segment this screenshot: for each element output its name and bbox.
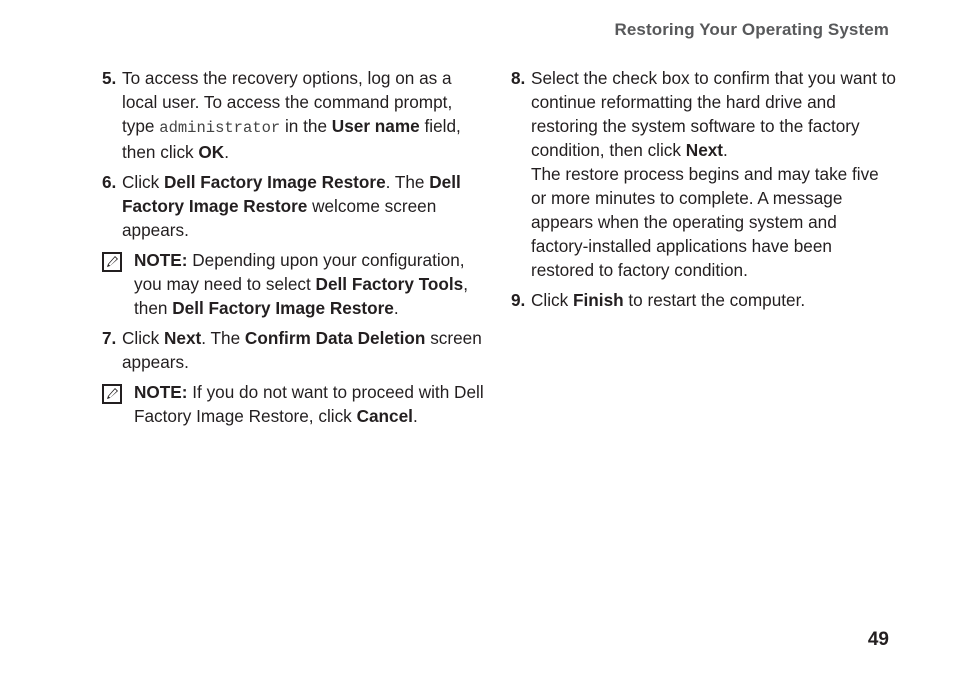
text-run: . — [224, 142, 229, 162]
note-pencil-icon — [102, 252, 122, 272]
step-text — [531, 66, 896, 162]
text-run: , then — [134, 274, 469, 318]
bold-term: Confirm Data Deletion — [244, 328, 426, 348]
step-number: 5. — [102, 68, 117, 88]
text-run: field, then click — [122, 116, 461, 162]
right-column — [511, 66, 896, 318]
text-run: . The — [385, 172, 430, 192]
bold-term: Finish — [573, 290, 624, 310]
text-run: . — [723, 140, 728, 160]
step-8 — [511, 66, 896, 282]
left-column — [102, 66, 487, 434]
bold-term: Dell Factory Image Restore — [164, 172, 386, 192]
step-number: 8. — [511, 68, 526, 88]
step-7 — [102, 326, 487, 374]
text-run: Click — [122, 172, 165, 192]
text-run: To access the recovery options, log on as a local user. To access the command prompt, type — [122, 68, 453, 136]
bold-term: Cancel — [356, 406, 413, 426]
text-run: Click — [531, 290, 574, 310]
step-text — [122, 326, 487, 374]
text-run: . The — [201, 328, 245, 348]
note-2 — [102, 380, 487, 428]
text-run: . — [393, 298, 399, 318]
note-text — [134, 380, 487, 428]
step-text — [531, 288, 896, 312]
step-number: 7. — [102, 328, 117, 348]
note-label: NOTE: — [134, 250, 188, 270]
step-number: 9. — [511, 290, 526, 310]
note-label: NOTE: — [134, 382, 188, 402]
bold-term: OK — [198, 142, 225, 162]
text-run: screen appears. — [122, 328, 482, 372]
step-number: 6. — [102, 172, 117, 192]
text-run: Select the check box to confirm that you want to continue reformatting the hard drive and restoring the system software to the factory condition, then click — [531, 68, 896, 160]
text-run: Click — [122, 328, 165, 348]
bold-term: Dell Factory Image Restore — [122, 172, 461, 216]
step-detail-text: The restore process begins and may take five or more minutes to complete. A message appears when the operating system and factory-installed applications have been restored to factory condition. — [531, 164, 879, 280]
step-9 — [511, 288, 896, 312]
page-header-title: Restoring Your Operating System — [614, 20, 889, 39]
bold-term: Dell Factory Image Restore — [172, 298, 394, 318]
text-run: welcome screen appears. — [122, 196, 437, 240]
page-number: 49 — [867, 629, 889, 650]
code-text: administrator — [159, 119, 281, 137]
step-5 — [102, 66, 487, 164]
text-run: Depending upon your configuration, you may need to select — [134, 250, 465, 294]
step-text — [122, 66, 487, 164]
note-text — [134, 248, 487, 320]
step-text — [122, 170, 487, 242]
text-run: to restart the computer. — [623, 290, 806, 310]
text-run: . — [412, 406, 418, 426]
step-6 — [102, 170, 487, 242]
text-run: in the — [280, 116, 332, 136]
bold-term: Dell Factory Tools — [315, 274, 464, 294]
bold-term: Next — [685, 140, 724, 160]
bold-term: User name — [331, 116, 420, 136]
note-pencil-icon — [102, 384, 122, 404]
bold-term: Next — [164, 328, 202, 348]
note-1 — [102, 248, 487, 320]
text-run: If you do not want to proceed with Dell Factory Image Restore, click — [134, 382, 484, 426]
